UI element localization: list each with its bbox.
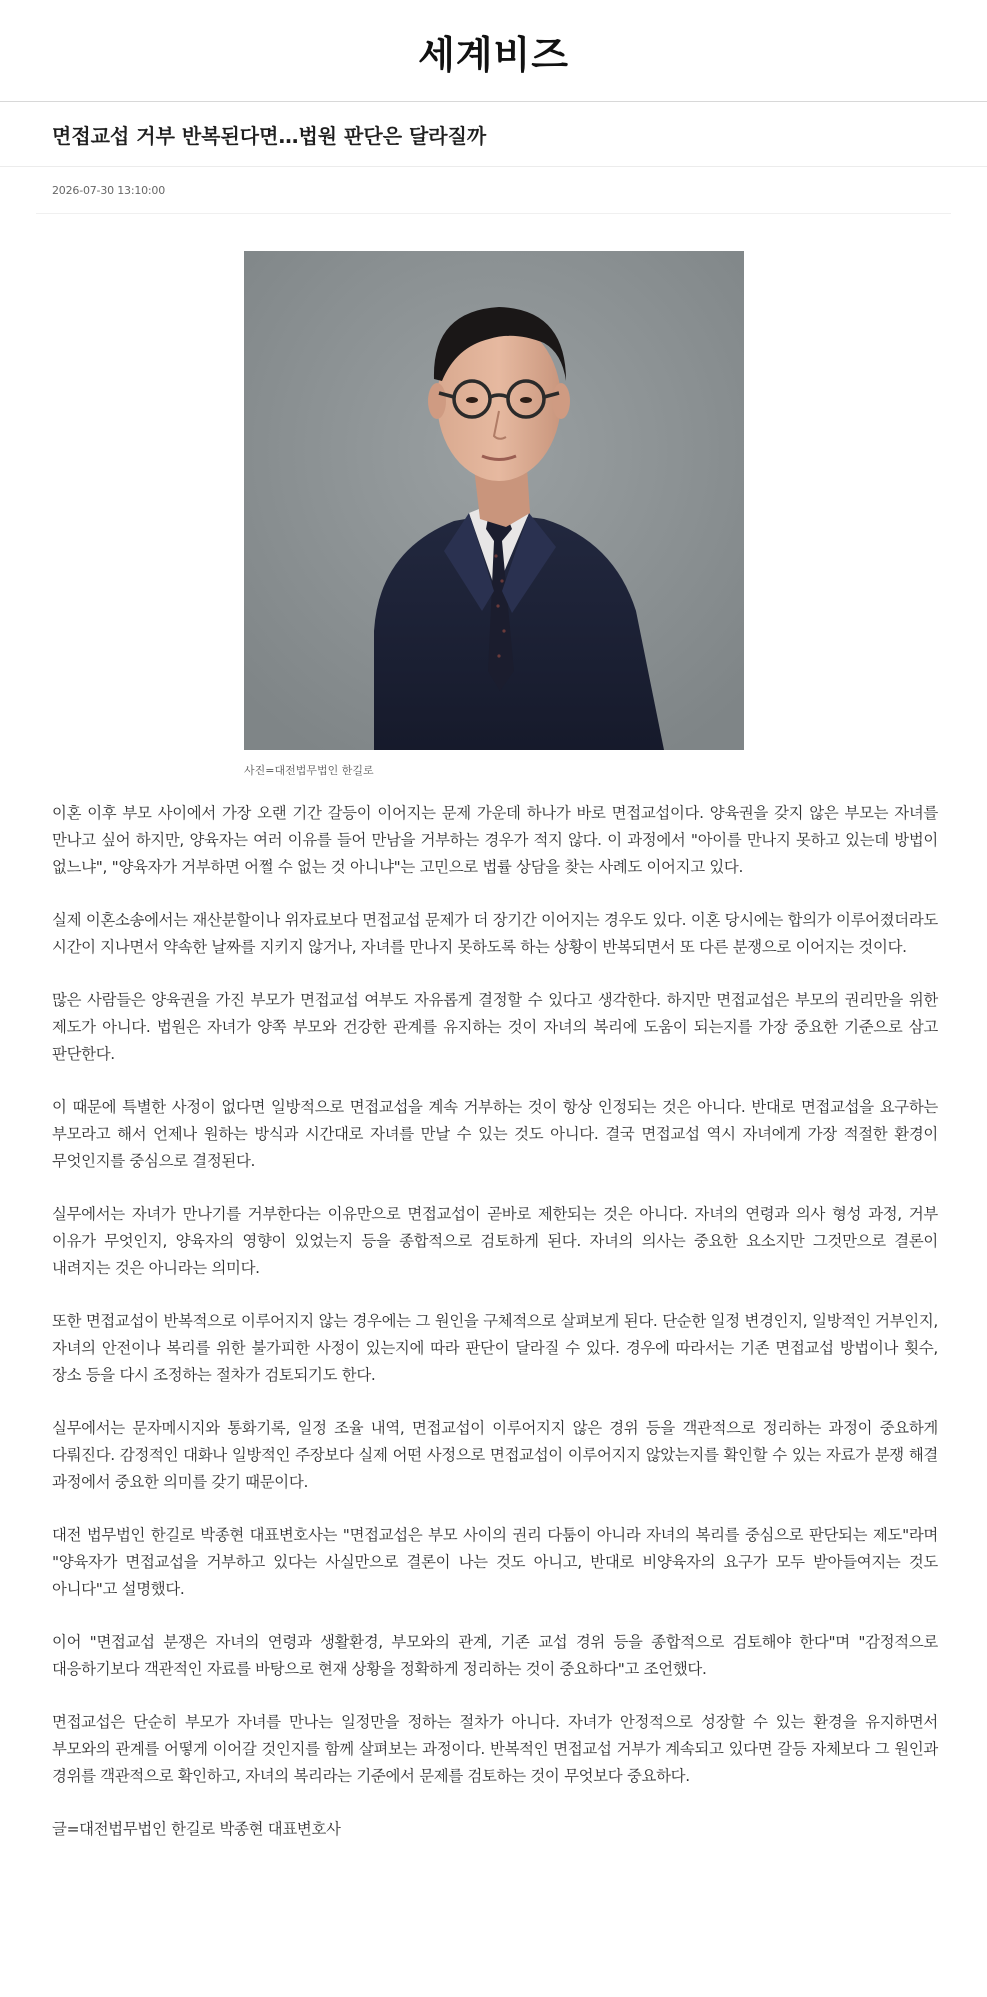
paragraph: 면접교섭은 단순히 부모가 자녀를 만나는 일정만을 정하는 절차가 아니다. 자녀가 안정적으로 성장할 수 있는 환경을 유지하면서 부모와의 관계를 어떻게 이어갈 것인지를 함께 살펴보는 과정이다. 반복적인 면접교섭 거부가 계속되고 있다면 갈등 자체보다 그 원인과 경위를 객관적으로 확인하고, 자녀의 복리라는 기준에서 문제를 검토하는 것이 무엇보다 중요하다. [52,1713,938,1785]
paragraph: 이 때문에 특별한 사정이 없다면 일방적으로 면접교섭을 계속 거부하는 것이 항상 인정되는 것은 아니다. 반대로 면접교섭을 요구하는 부모라고 해서 언제나 원하는 방식과 시간대로 자녀를 만날 수 있는 것도 아니다. 결국 면접교섭 역시 자녀에게 가장 적절한 환경이 무엇인지를 중심으로 결정된다. [52,1098,938,1170]
paragraph: 실무에서는 문자메시지와 통화기록, 일정 조율 내역, 면접교섭이 이루어지지 않은 경위 등을 객관적으로 정리하는 과정이 중요하게 다뤄진다. 감정적인 대화나 일방적인 주장보다 실제 어떤 사정으로 면접교섭이 이루어지지 않았는지를 확인할 수 있는 자료가 분쟁 해결 과정에서 중요한 의미를 갖기 때문이다. [52,1419,938,1491]
portrait-photo [244,251,744,750]
paragraph: 이혼 이후 부모 사이에서 가장 오랜 기간 갈등이 이어지는 문제 가운데 하나가 바로 면접교섭이다. 양육권을 갖지 않은 부모는 자녀를 만나고 싶어 하지만, 양육자는 여러 이유를 들어 만남을 거부하는 경우가 적지 않다. 이 과정에서 "아이를 만나지 못하고 있는데 방법이 없느냐", "양육자가 거부하면 어쩔 수 없는 것 아니냐"는 고민으로 법률 상담을 찾는 사례도 이어지고 있다. [52,804,938,876]
article-figure [244,251,744,778]
article-title: 면접교섭 거부 반복된다면…법원 판단은 달라질까 [52,123,487,148]
article-body [52,800,938,1869]
photo-caption: 사진=대전법무법인 한길로 [244,764,374,777]
publish-date: 2026-07-30 13:10:00 [52,183,166,197]
paragraph: 대전 법무법인 한길로 박종현 대표변호사는 "면접교섭은 부모 사이의 권리 다툼이 아니라 자녀의 복리를 중심으로 판단되는 제도"라며 "양육자가 면접교섭을 거부하고 있다는 사실만으로 결론이 나는 것도 아니고, 반대로 비양육자의 요구가 모두 받아들여지는 것도 아니다"고 설명했다. [52,1526,938,1598]
paragraph: 실제 이혼소송에서는 재산분할이나 위자료보다 면접교섭 문제가 더 장기간 이어지는 경우도 있다. 이혼 당시에는 합의가 이루어졌더라도 시간이 지나면서 약속한 날짜를 지키지 않거나, 자녀를 만나지 못하도록 하는 상황이 반복되면서 또 다른 분쟁으로 이어지는 것이다. [52,911,938,956]
article-meta [36,167,951,214]
headline-bar [0,102,987,167]
paragraph: 실무에서는 자녀가 만나기를 거부한다는 이유만으로 면접교섭이 곧바로 제한되는 것은 아니다. 자녀의 연령과 의사 형성 과정, 거부 이유가 무엇인지, 양육자의 영향이 있었는지 등을 종합적으로 검토하게 된다. 자녀의 의사는 중요한 요소지만 그것만으로 결론이 내려지는 것은 아니라는 의미다. [52,1205,938,1277]
paragraph: 많은 사람들은 양육권을 가진 부모가 면접교섭 여부도 자유롭게 결정할 수 있다고 생각한다. 하지만 면접교섭은 부모의 권리만을 위한 제도가 아니다. 법원은 자녀가 양쪽 부모와 건강한 관계를 유지하는 것이 자녀의 복리에 도움이 되는지를 가장 중요한 기준으로 삼고 판단한다. [52,991,938,1063]
paragraph: 또한 면접교섭이 반복적으로 이루어지지 않는 경우에는 그 원인을 구체적으로 살펴보게 된다. 단순한 일정 변경인지, 일방적인 거부인지, 자녀의 안전이나 복리를 위한 불가피한 사정이 있는지에 따라 판단이 달라질 수 있다. 경우에 따라서는 기존 면접교섭 방법이나 횟수, 장소 등을 다시 조정하는 절차가 검토되기도 한다. [52,1312,938,1384]
paragraph: 이어 "면접교섭 분쟁은 자녀의 연령과 생활환경, 부모와의 관계, 기존 교섭 경위 등을 종합적으로 검토해야 한다"며 "감정적으로 대응하기보다 객관적인 자료를 바탕으로 현재 상황을 정확하게 정리하는 것이 중요하다"고 조언했다. [52,1633,938,1678]
site-header [0,0,987,102]
site-logo[interactable]: 세계비즈 [418,33,569,77]
author-byline: 글=대전법무법인 한길로 박종현 대표변호사 [52,1820,341,1838]
